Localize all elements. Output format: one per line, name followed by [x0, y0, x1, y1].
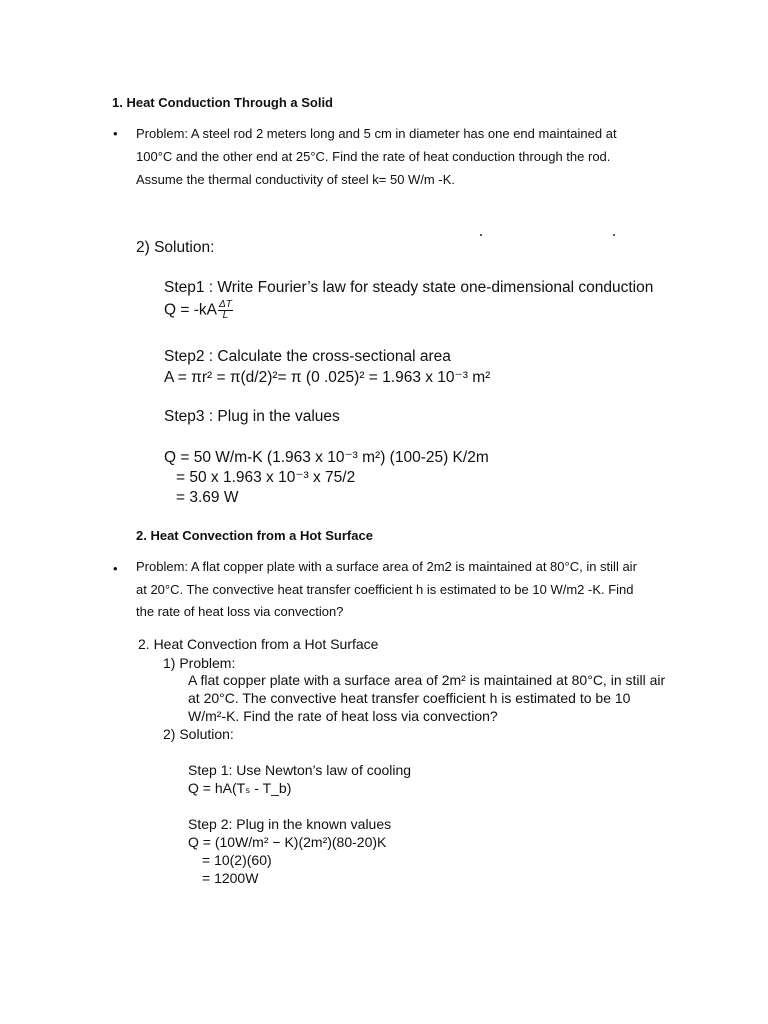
solution1-heading: 2) Solution:	[136, 239, 215, 256]
section1-problem-line: 100°C and the other end at 25°C. Find the rate of heat conduction through the rod.	[136, 149, 611, 164]
solution2-step2-line: = 1200W	[202, 870, 259, 886]
step3-line: = 50 x 1.963 x 10⁻³ x 75/2	[176, 469, 356, 486]
solution2-step2-title: Step 2: Plug in the known values	[188, 816, 392, 832]
step1-fraction	[218, 300, 233, 321]
solution2-problem-line: W/m²-K. Find the rate of heat loss via convection?	[188, 708, 498, 724]
section1-heading: 1. Heat Conduction Through a Solid	[112, 95, 333, 110]
section1-bullet: •	[113, 126, 118, 141]
solution2-step2-line: Q = (10W/m² − K)(2m²)(80-20)K	[188, 834, 387, 850]
step2-equation: A = πr² = π(d/2)²= π (0 .025)² = 1.963 x 10⁻³ m²	[164, 369, 491, 386]
fraction-denominator: L	[222, 310, 229, 321]
step3-title: Step3 : Plug in the values	[164, 408, 340, 425]
solution2-heading: 2. Heat Convection from a Hot Surface	[138, 636, 379, 652]
fraction-numerator: ΔT	[218, 299, 232, 310]
stray-mark	[613, 234, 615, 236]
step2-title: Step2 : Calculate the cross-sectional area	[164, 348, 451, 365]
stray-mark	[480, 234, 482, 236]
solution2-problem-line: A flat copper plate with a surface area of 2m² is maintained at 80°C, in still air	[188, 672, 666, 688]
solution2-step1-equation: Q = hA(Tₛ - T_b)	[188, 780, 292, 796]
section1-problem-line: Assume the thermal conductivity of steel k= 50 W/m -K.	[136, 172, 455, 187]
step3-line: = 3.69 W	[176, 489, 239, 506]
solution2-item2-label: 2) Solution:	[163, 726, 234, 742]
section2-problem-line: Problem: A flat copper plate with a surface area of 2m2 is maintained at 80°C, in still air	[136, 559, 637, 574]
section2-problem-line: the rate of heat loss via convection?	[136, 604, 344, 619]
solution2-step2-line: = 10(2)(60)	[202, 852, 272, 868]
section2-problem-line: at 20°C. The convective heat transfer coefficient h is estimated to be 10 W/m2 -K. Find	[136, 582, 634, 597]
solution2-problem-line: at 20°C. The convective heat transfer coefficient h is estimated to be 10	[188, 690, 631, 706]
section2-heading: 2. Heat Convection from a Hot Surface	[136, 528, 373, 543]
section2-bullet: •	[113, 561, 118, 576]
step1-equation-prefix: Q = -kA	[164, 301, 217, 319]
section1-problem-line: Problem: A steel rod 2 meters long and 5 cm in diameter has one end maintained at	[136, 126, 617, 141]
step1-equation	[164, 300, 233, 321]
solution2-step1-title: Step 1: Use Newton’s law of cooling	[188, 762, 412, 778]
solution2-item1-label: 1) Problem:	[163, 655, 236, 671]
step3-line: Q = 50 W/m-K (1.963 x 10⁻³ m²) (100-25) K/2m	[164, 449, 489, 466]
step1-title: Step1 : Write Fourier’s law for steady state one-dimensional conduction	[164, 279, 654, 296]
